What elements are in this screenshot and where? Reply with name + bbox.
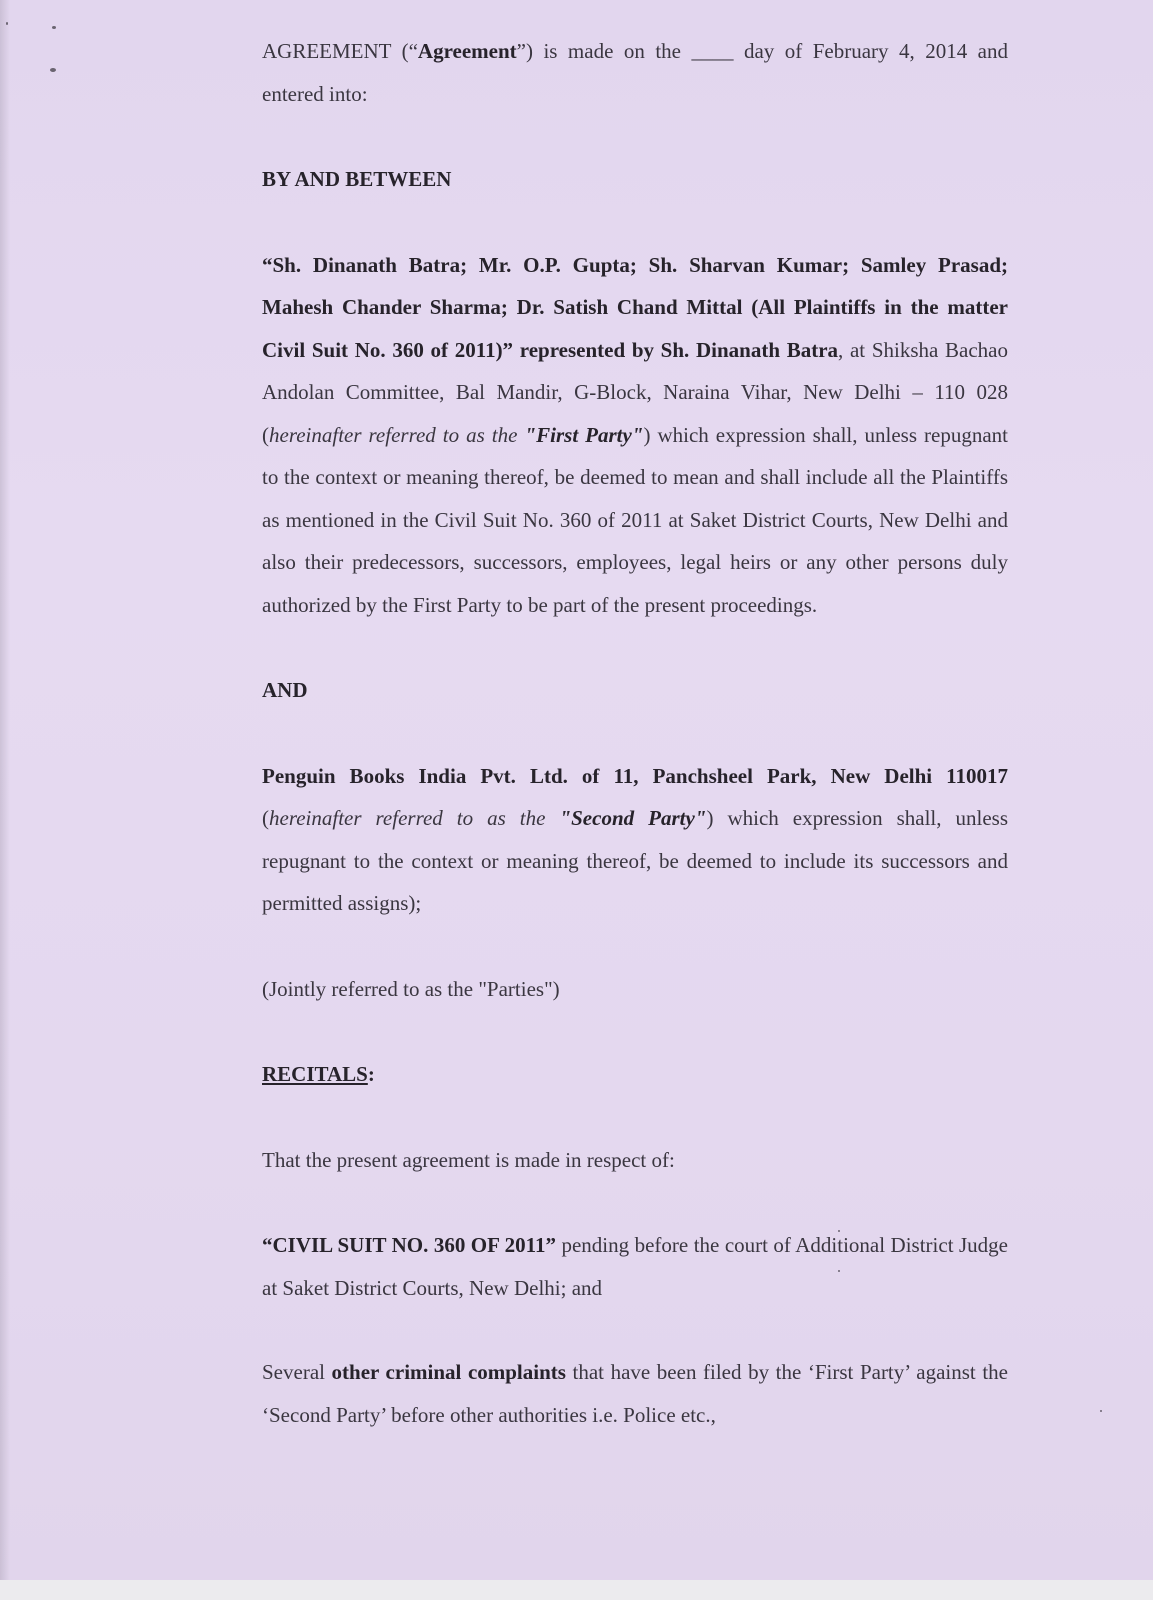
and-heading: AND	[262, 678, 308, 702]
second-party-name: Penguin Books India Pvt. Ltd. of 11, Panchsheel Park, New Delhi 110017	[262, 763, 1008, 788]
civil-suit-number: “CIVIL SUIT NO. 360 OF 2011”	[262, 1233, 556, 1257]
scan-speck	[1100, 1410, 1102, 1412]
scan-speck	[52, 26, 56, 29]
complaints-text-end: that have been filed by the ‘First Party’ against the ‘Second Party’ before other authorities i.e. Police etc.,	[262, 1360, 1008, 1427]
civil-suit-paragraph	[262, 1224, 1008, 1309]
scan-speck	[50, 68, 56, 72]
second-party-open: (	[262, 806, 269, 830]
second-party-referral: hereinafter referred to as the	[269, 806, 560, 830]
respect-of-paragraph: That the present agreement is made in respect of:	[262, 1147, 675, 1172]
criminal-complaints-paragraph	[262, 1351, 1008, 1436]
recitals-label: RECITALS	[262, 1062, 368, 1086]
scan-edge-shadow	[0, 0, 10, 1580]
agreement-intro-paragraph	[262, 30, 1008, 115]
scan-bottom-strip	[0, 1580, 1153, 1600]
recitals-colon: :	[367, 1062, 375, 1086]
by-and-between-heading: BY AND BETWEEN	[262, 167, 452, 191]
complaints-text-start: Several	[262, 1360, 332, 1384]
second-party-expression: ) which expression shall, unless repugnant to the context or meaning thereof, be deemed to include its successors and permitted assigns);	[262, 806, 1008, 915]
civil-suit-court: pending before the court of Additional District Judge at Saket District Courts, New Delhi; and	[262, 1233, 1008, 1300]
first-party-term: "First Party"	[524, 422, 644, 447]
first-party-address: , at Shiksha Bachao Andolan Committee, Bal Mandir, G-Block, Naraina Vihar, New Delhi – 110 028 (	[262, 337, 1008, 447]
intro-text-end: ”) is made on the ____ day of February 4, 2014 and entered into:	[262, 39, 1008, 106]
document-body	[262, 30, 1008, 1436]
recitals-heading	[262, 1053, 1008, 1096]
scan-speck	[6, 22, 8, 25]
jointly-referred-paragraph: (Jointly referred to as the "Parties")	[262, 976, 560, 1001]
second-party-term: "Second Party"	[559, 806, 707, 830]
agreement-term: Agreement	[417, 39, 517, 63]
second-party-paragraph	[262, 755, 1008, 925]
first-party-paragraph	[262, 244, 1008, 627]
first-party-names: “Sh. Dinanath Batra; Mr. O.P. Gupta; Sh. Sharvan Kumar; Samley Prasad; Mahesh Chander Sharma; Dr. Satish Chand Mittal (All Plaintiffs in the matter Civil Suit No. 360 of 2011)” represented by Sh. Dinanath Batra	[262, 252, 1008, 362]
first-party-expression: ) which expression shall, unless repugnant to the context or meaning thereof, be deemed to mean and shall include all the Plaintiffs as mentioned in the Civil Suit No. 360 of 2011 at Saket District Courts, New Delhi and also their predecessors, successors, employees, legal heirs or any other persons duly authorized by the First Party to be part of the present proceedings.	[262, 422, 1008, 617]
intro-text: AGREEMENT (“	[262, 39, 418, 63]
first-party-referral: hereinafter referred to as the	[269, 422, 525, 447]
other-criminal-complaints: other criminal complaints	[331, 1360, 566, 1384]
